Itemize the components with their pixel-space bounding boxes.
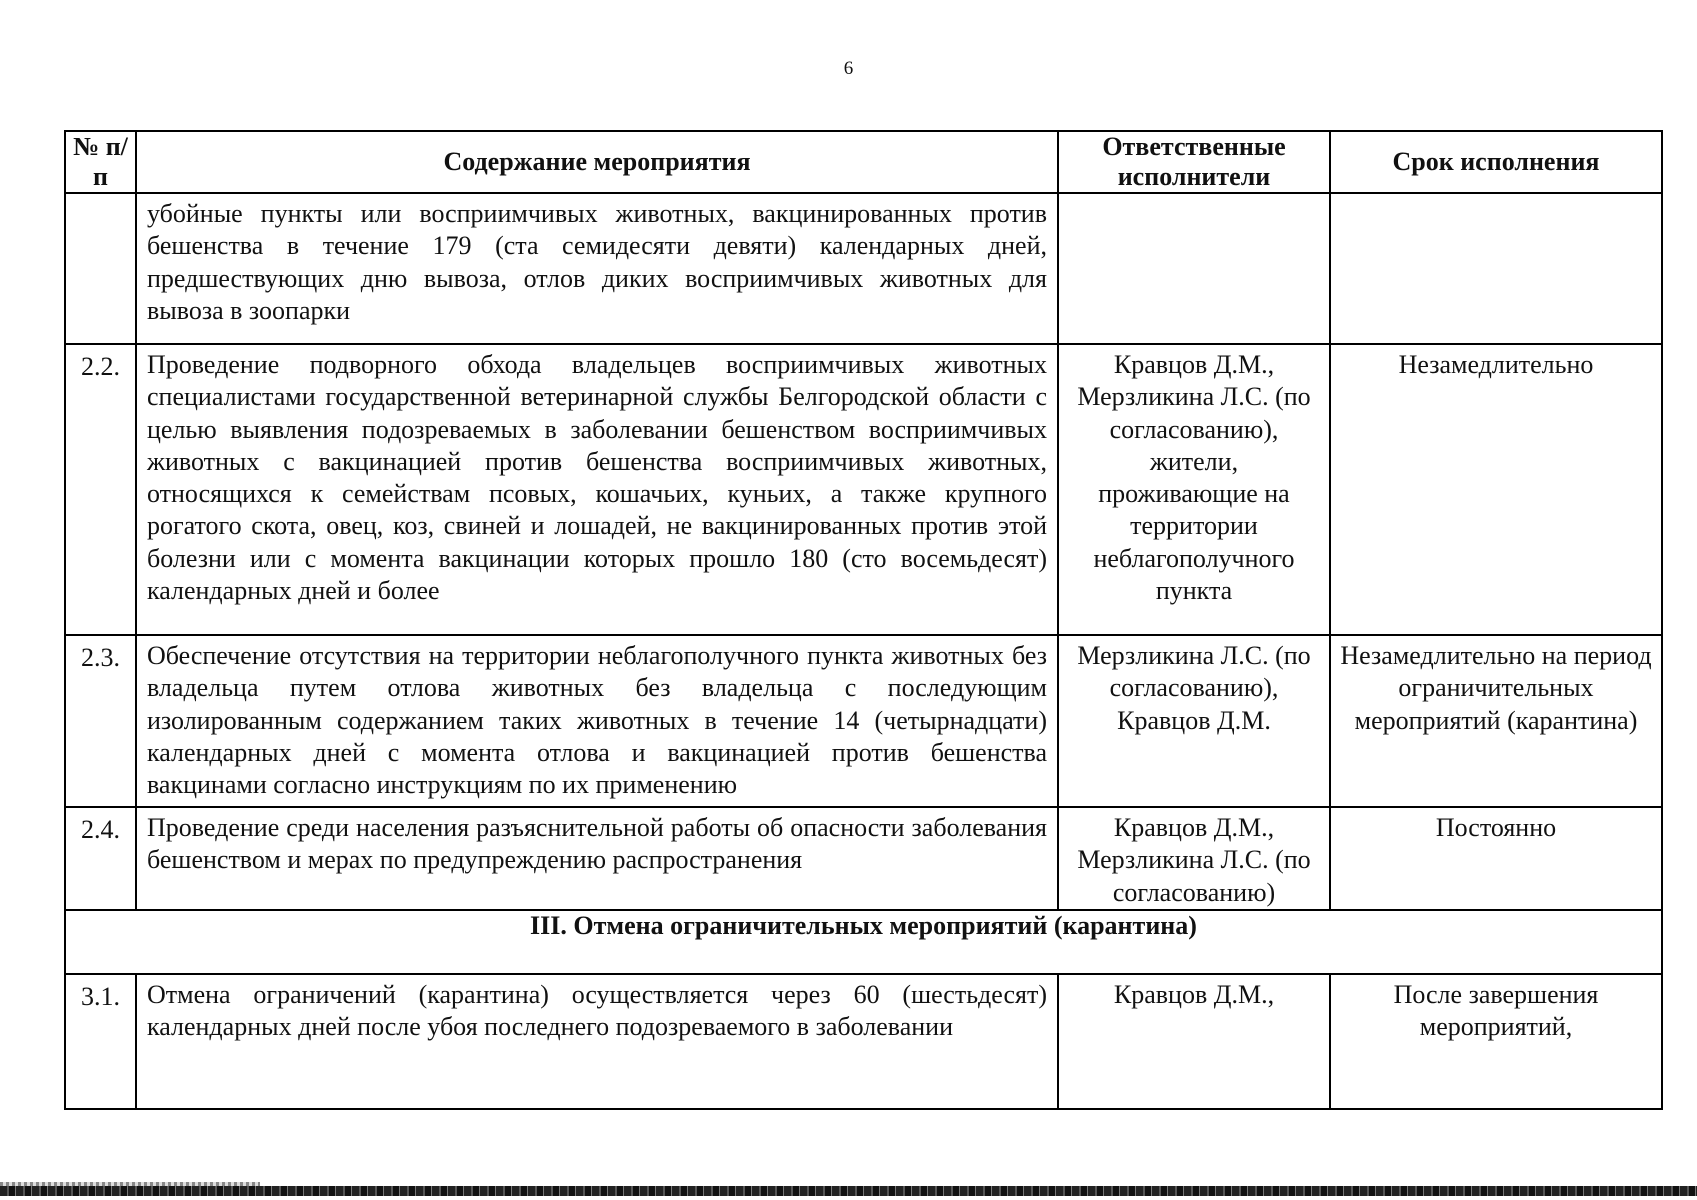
row-term: Незамедлительно на период ограничительных мероприятий (карантина) bbox=[1330, 635, 1662, 807]
scan-bottom-edge bbox=[0, 1186, 1697, 1196]
header-num: № п/п bbox=[65, 131, 136, 193]
row-responsible bbox=[1058, 193, 1330, 344]
row-num: 2.2. bbox=[65, 344, 136, 635]
measures-table bbox=[64, 130, 1663, 1110]
table-row bbox=[65, 193, 1662, 344]
row-responsible: Кравцов Д.М., Мерзликина Л.С. (по согласованию) bbox=[1058, 807, 1330, 910]
table-row bbox=[65, 635, 1662, 807]
row-content: Отмена ограничений (карантина) осуществляется через 60 (шестьдесят) календарных дней после убоя последнего подозреваемого в заболевании bbox=[136, 974, 1058, 1109]
row-term: Незамедлительно bbox=[1330, 344, 1662, 635]
table-header-row bbox=[65, 131, 1662, 193]
row-content: убойные пункты или восприимчивых животных, вакцинированных против бешенства в течение 179 (ста семидесяти девяти) календарных дней, предшествующих дню вывоза, отлов диких восприимчивых животных для вывоза в зоопарки bbox=[136, 193, 1058, 344]
row-term bbox=[1330, 193, 1662, 344]
row-content: Проведение среди населения разъяснительной работы об опасности заболевания бешенством и мерах по предупреждению распространения bbox=[136, 807, 1058, 910]
row-content: Проведение подворного обхода владельцев восприимчивых животных специалистами государственной ветеринарной службы Белгородской области с целью выявления подозреваемых в заболевании бешенством восприимчивых животных с вакцинацией против бешенства восприимчивых животных, относящихся к семействам псовых, кошачьих, куньих, а также крупного рогатого скота, овец, коз, свиней и лошадей, не вакцинированных против этой болезни или с момента вакцинации которых прошло 180 (сто восемьдесят) календарных дней и более bbox=[136, 344, 1058, 635]
section-row bbox=[65, 910, 1662, 974]
table-row bbox=[65, 344, 1662, 635]
row-num: 2.3. bbox=[65, 635, 136, 807]
row-num: 3.1. bbox=[65, 974, 136, 1109]
row-term: Постоянно bbox=[1330, 807, 1662, 910]
row-term: После завершения мероприятий, bbox=[1330, 974, 1662, 1109]
header-term: Срок исполнения bbox=[1330, 131, 1662, 193]
row-responsible: Кравцов Д.М., Мерзликина Л.С. (по согласованию), жители, проживающие на территории неблагополучного пункта bbox=[1058, 344, 1330, 635]
header-responsible: Ответственные исполнители bbox=[1058, 131, 1330, 193]
row-responsible: Кравцов Д.М., bbox=[1058, 974, 1330, 1109]
row-responsible: Мерзликина Л.С. (по согласованию), Кравцов Д.М. bbox=[1058, 635, 1330, 807]
row-num: 2.4. bbox=[65, 807, 136, 910]
row-num bbox=[65, 193, 136, 344]
page-number: 6 bbox=[843, 58, 854, 79]
row-content: Обеспечение отсутствия на территории неблагополучного пункта животных без владельца путем отлова животных без владельца с последующим изолированным содержанием таких животных в течение 14 (четырнадцати) календарных дней с момента отлова и вакцинацией против бешенства вакцинами согласно инструкциям по их применению bbox=[136, 635, 1058, 807]
header-content: Содержание мероприятия bbox=[136, 131, 1058, 193]
section-title: III. Отмена ограничительных мероприятий (карантина) bbox=[65, 910, 1662, 974]
table-row bbox=[65, 974, 1662, 1109]
table-row bbox=[65, 807, 1662, 910]
